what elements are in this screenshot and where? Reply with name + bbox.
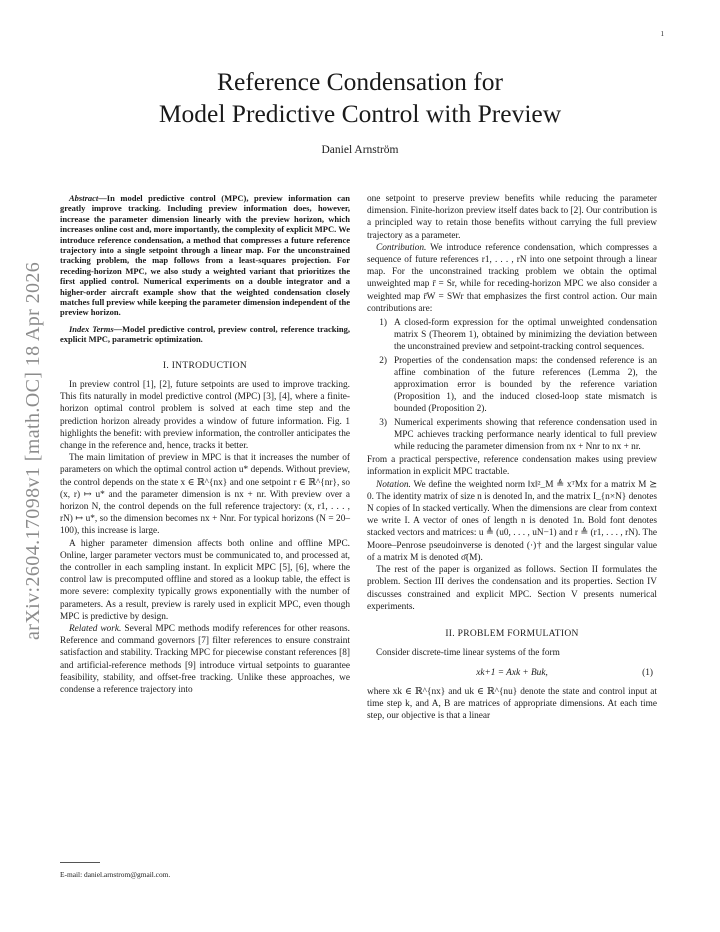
- footnote-email: E-mail: daniel.arnstrom@gmail.com.: [60, 870, 171, 879]
- index-terms-label: Index Terms: [69, 323, 114, 334]
- abstract-label: Abstract: [69, 193, 99, 203]
- index-terms: [60, 324, 350, 345]
- outline-paragraph: The rest of the paper is organized as follows. Section II formulates the problem. Section III derives the condensation and its properties. Section IV discusses constrained and explicit MPC. Section V presents numerical experiments.: [367, 565, 657, 612]
- paper-title-line-1: Reference Condensation for: [216, 67, 504, 96]
- list-item-text: Properties of the condensation maps: the condensed reference is an affine combination of the future references (Lemma 2), the approximation error is bounded by the reference variation (Proposition 1), and the induced closed-loop state mismatch is bounded (Proposition 2).: [394, 355, 657, 415]
- problem-intro: Consider discrete-time linear systems of the form: [376, 648, 560, 659]
- notation-text: We define the weighted norm ‖x‖²_M ≜ xᵀMx for a matrix M ⪰ 0. The identity matrix of size n is denoted In, and the matrix I_{n×N} denotes N copies of In stacked vertically. When the dimensions are clear from context we write I. A vector of ones of length n is denoted 1n. Bold font denotes stacked vectors and matrices: u ≜ (u0, . . . , uN−1) and r ≜ (r1, . . . , rN). The Moore–Penrose pseudoinverse is denoted (·)† and the largest singular value of a matrix M is denoted σ̄(M).: [367, 479, 657, 563]
- list-item-number: 3): [379, 417, 387, 428]
- arxiv-stamp: arXiv:2604.17098v1 [math.OC] 18 Apr 2026: [22, 261, 44, 640]
- contribution-paragraph: [367, 242, 657, 315]
- related-work-paragraph: [60, 623, 350, 696]
- list-item-number: 2): [379, 355, 387, 366]
- contribution-label: Contribution.: [376, 242, 427, 253]
- page-number: 1: [660, 30, 664, 38]
- abstract-text: —In model predictive control (MPC), preview information can greatly improve tracking. Including preview information does, however, increase the parameter dimension linearly with the preview horizon, which increases online cost and, more importantly, the complexity of explicit MPC. We introduce reference condensation, a method that compresses a future reference trajectory into a single setpoint through a linear map. For the unconstrained tracking problem, the map follows from a least-squares projection. For receding-horizon MPC, we also study a weighted variant that prioritizes the first applied control. Numerical experiments on a double integrator and a higher-order aircraft example show that the weighted condensation closely matches full preview while keeping the parameter dimension independent of the preview horizon.: [60, 193, 350, 318]
- index-terms-text: —Model predictive control, preview control, reference tracking, explicit MPC, parametric optimization.: [60, 323, 350, 345]
- list-item-number: 1): [379, 318, 387, 329]
- contributions-list: [367, 317, 657, 453]
- notation-label: Notation.: [376, 479, 411, 490]
- practical-paragraph: From a practical perspective, reference condensation makes using preview information in explicit MPC tractable.: [367, 455, 657, 478]
- related-work-text: Several MPC methods modify references for other reasons. Reference and command governors [7] filter references to ensure constraint satisfaction and stability. Tracking MPC for piecewise constant references [8] and artificial-reference methods [9] introduce virtual setpoints to guarantee feasibility, stability, and offset-free tracking. Unlike these approaches, we condense a reference trajectory into: [60, 623, 350, 695]
- list-item: [367, 417, 657, 454]
- left-column: [60, 193, 350, 696]
- related-work-label: Related work.: [69, 623, 122, 634]
- list-item: [367, 355, 657, 416]
- equation-1: [367, 667, 657, 679]
- continued-paragraph: one setpoint to preserve preview benefits while reducing the parameter dimension. Finite-horizon preview itself dates back to [2]. Our contribution is a principled way to retain those benefits without carrying the full preview trajectory as a parameter.: [367, 194, 657, 241]
- abstract: [60, 193, 350, 318]
- intro-paragraph-3: A higher parameter dimension affects both online and offline MPC. Online, larger parameter vectors must be communicated to, and processed at, the controller in each sampling instant. In explicit MPC [5], [6], where the control law is precomputed offline and stored as a lookup table, the effect is more severe: complexity typically grows exponentially with the number of parameters. As a result, preview is rarely used in explicit MPC, even though MPC is predictive by design.: [60, 538, 350, 622]
- list-item-text: A closed-form expression for the optimal unweighted condensation matrix S (Theorem 1), obtained by minimizing the deviation between the unconstrained preview and setpoint-tracking control sequences.: [394, 318, 657, 353]
- list-item-text: Numerical experiments showing that reference condensation used in MPC achieves tracking performance nearly identical to full preview while reducing the parameter dimension from nx + Nnr to nx + nr.: [394, 417, 657, 453]
- equation-number: (1): [642, 668, 653, 679]
- intro-paragraph-1: In preview control [1], [2], future setpoints are used to improve tracking. This fits naturally in model predictive control (MPC) [3], [4], where a finite-horizon optimal control problem is solved at each time step and the prediction horizon already provides a window of future information. Fig. 1 highlights the benefit: with preview information, the controller anticipates the change in the reference and, hence, tracks it better.: [60, 379, 350, 451]
- section-heading-introduction: I. INTRODUCTION: [162, 360, 248, 371]
- equation-text: xk+1 = Axk + Buk,: [476, 668, 548, 679]
- problem-paragraph: where xk ∈ ℝ^{nx} and uk ∈ ℝ^{nu} denote the state and control input at time step k, and A, B are matrices of appropriate dimensions. At each time step, our objective is that a linear: [367, 686, 657, 721]
- contribution-text: We introduce reference condensation, which compresses a sequence of future references r1, . . . , rN into one setpoint through a linear map. For the unconstrained tracking problem we obtain the optimal unweighted map r̄ = Sr, while for receding-horizon MPC we also consider a weighted map r̄W = SWr that emphasizes the first control action. Our main contributions are:: [367, 242, 657, 314]
- notation-paragraph: [367, 479, 657, 564]
- intro-paragraph-2: The main limitation of preview in MPC is that it increases the number of parameters on which the optimal control action u* depends. Without preview, the control depends on the state x ∈ ℝ^{nx} and one setpoint r ∈ ℝ^{nr}, so (x, r) ↦ u* and the parameter dimension is nx + nr. With preview over a horizon N, the control depends on the full reference trajectory: (x, r1, . . . , rN) ↦ u*, so the dimension becomes nx + Nnr. For typical horizons (N = 20–100), this increase is large.: [60, 453, 350, 537]
- section-heading-problem-formulation: II. PROBLEM FORMULATION: [445, 628, 579, 639]
- title-block: [60, 66, 660, 156]
- author: Daniel Arnström: [321, 144, 399, 156]
- footnote-rule: [60, 862, 100, 863]
- paper-title-line-2: Model Predictive Control with Preview: [158, 99, 562, 128]
- list-item: [367, 317, 657, 354]
- right-column: [367, 193, 657, 722]
